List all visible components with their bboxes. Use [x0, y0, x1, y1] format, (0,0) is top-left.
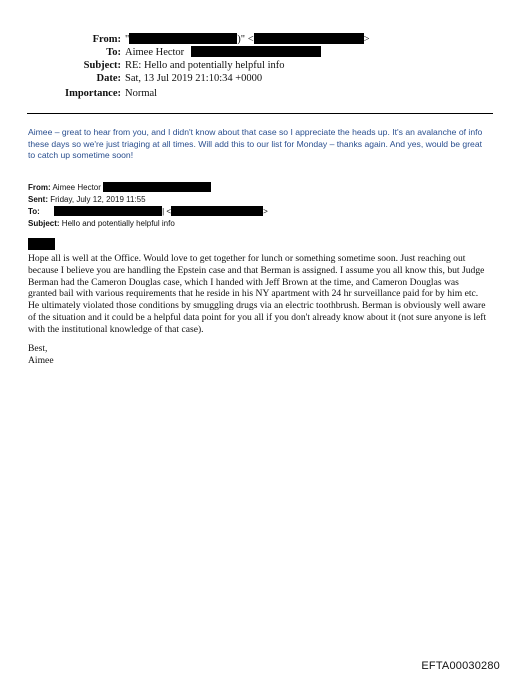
fwd-from-label: From:: [28, 183, 51, 192]
fwd-to-mid: | <: [162, 207, 172, 216]
date-value: Sat, 13 Jul 2019 21:10:34 +0000: [125, 73, 263, 84]
fwd-sent-value: Friday, July 12, 2019 11:55: [50, 195, 146, 204]
subject-value: RE: Hello and potentially helpful info: [125, 60, 285, 71]
importance-value: Normal: [125, 88, 158, 99]
fwd-to-row: [28, 206, 268, 217]
fwd-from-row: [28, 182, 211, 193]
header-divider: [27, 113, 493, 114]
reply-message: Aimee – great to hear from you, and I didn't know about that case so I appreciate the heads up. It's an avalanche of info these days so we're just triaging at all times. Will add this to our list for Monday – thanks again. And yes, would be great to catch up sometime soon!: [28, 127, 483, 161]
header-date-row: [0, 72, 121, 86]
fwd-subject-label: Subject:: [28, 219, 60, 228]
closing: Best,: [28, 343, 48, 354]
redaction-bar: [54, 206, 162, 216]
redaction-bar: [129, 33, 237, 44]
fwd-subject-row: [28, 218, 175, 229]
signature: Aimee: [28, 355, 54, 366]
to-label: To:: [106, 47, 121, 58]
header-to-row: [0, 46, 121, 60]
fwd-from-value: Aimee Hector: [52, 183, 101, 192]
fwd-sent-row: [28, 194, 146, 205]
header-subject-row: [0, 59, 121, 73]
from-quote-close: )" <: [237, 34, 254, 45]
fwd-to-label: To:: [28, 207, 40, 216]
fwd-to-close: >: [263, 207, 268, 216]
from-bracket-close: >: [363, 34, 370, 45]
date-label: Date:: [96, 73, 121, 84]
fwd-sent-label: Sent:: [28, 195, 48, 204]
to-value: [125, 46, 321, 60]
header-from-row: [0, 33, 121, 47]
redaction-bar: [254, 33, 364, 44]
to-name: Aimee Hector: [125, 47, 185, 58]
redaction-bar: [191, 46, 321, 57]
subject-label: Subject:: [83, 60, 121, 71]
salutation-redaction: [28, 238, 55, 250]
redaction-bar: [103, 182, 211, 192]
redaction-bar: [171, 206, 263, 216]
importance-label: Importance:: [65, 88, 121, 99]
header-importance-row: [0, 87, 121, 101]
email-body: Hope all is well at the Office. Would love to get together for lunch or something sometime soon. Just reaching out because I believe you are handling the Epstein case and that Berman is assigned. I assume you all know this, but Judge Berman had the Cameron Douglas case, which I handed with Jeff Brown at the time, and Cameron Douglas was granted bail with various requirements that he reside in his NY apartment with 24 hr surveillance paid for by him etc. He ultimately violated those conditions by smuggling drugs via an electric toothbrush. Berman is obviously well aware of the situation and it could be a helpful data point for you all if you don't already know about it (not sure anyone is left with the institutional knowledge of that case).: [28, 253, 487, 335]
fwd-subject-value: Hello and potentially helpful info: [61, 219, 175, 228]
bates-number: EFTA00030280: [421, 660, 500, 672]
from-label: From:: [92, 34, 121, 45]
from-quote-open: ": [125, 34, 130, 45]
from-value: [125, 33, 370, 47]
